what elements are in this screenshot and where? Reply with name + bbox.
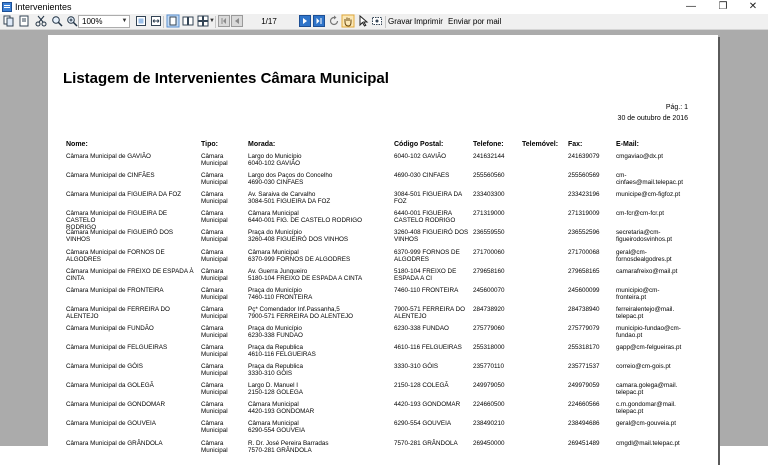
cell-tipo: Câmara Municipal: [201, 229, 228, 244]
cell-email: c.m.gondomar@mail. telepac.pt: [616, 401, 676, 416]
cell-fax: 249979059: [568, 382, 600, 390]
cell-nome: Câmara Municipal de FUNDÃO: [66, 324, 154, 332]
cell-tipo: Câmara Municipal: [201, 305, 228, 320]
toolbar: [0, 14, 768, 30]
report-title: Listagem de Intervenientes Câmara Municipal: [63, 70, 389, 87]
cell-fax: 279658165: [568, 267, 600, 275]
header-telemovel: Telemóvel:: [522, 141, 559, 148]
header-nome: Nome:: [66, 141, 88, 148]
cell-email: cm- cinfaes@mail.telepac.pt: [616, 172, 683, 187]
cell-tel: 271319000: [473, 210, 505, 218]
copy-icon[interactable]: [3, 15, 15, 27]
first-page-icon[interactable]: [218, 15, 230, 27]
maximize-button[interactable]: ❐: [718, 1, 728, 12]
cell-nome: Câmara Municipal de FRONTEIRA: [66, 286, 164, 294]
toolbar-separator: [163, 16, 164, 28]
cell-morada: Av. Saraiva de Carvalho 3084-501 FIGUEIRA DA FOZ: [248, 191, 331, 206]
cell-tel: 271700060: [473, 248, 505, 256]
cell-tipo: Câmara Municipal: [201, 153, 228, 167]
cell-morada: Câmara Municipal 6370-999 FORNOS DE ALGODRES: [248, 248, 351, 263]
cell-cp: 4610-116 FELGUEIRAS: [394, 344, 462, 351]
page-number: Pág.: 1: [665, 104, 688, 111]
multi-page-icon[interactable]: [197, 15, 209, 27]
cell-fax: 255560569: [568, 172, 600, 180]
close-button[interactable]: ✕: [748, 1, 758, 12]
cell-tipo: Câmara Municipal: [201, 420, 228, 435]
cell-cp: 4690-030 CINFAES: [394, 172, 450, 180]
cell-email: cmgdl@mail.telepac.pt: [616, 439, 680, 447]
report-rows: [48, 35, 718, 465]
refresh-icon[interactable]: [328, 15, 340, 27]
cell-nome: Câmara Municipal de GRÂNDOLA: [66, 439, 163, 447]
report-viewer[interactable]: [0, 31, 768, 454]
cell-cp: 6440-001 FIGUEIRA CASTELO RODRIGO: [394, 210, 456, 225]
cell-nome: Câmara Municipal de CINFÃES: [66, 172, 155, 180]
cell-tel: 238490210: [473, 420, 505, 428]
cell-tipo: Câmara Municipal: [201, 248, 228, 263]
cell-nome: Câmara Municipal de FORNOS DE ALGODRES: [66, 248, 165, 263]
cell-cp: 3260-408 FIGUEIRÓ DOS VINHOS: [394, 229, 469, 244]
cell-nome: Câmara Municipal de GOUVEIA: [66, 420, 156, 428]
cell-email: correio@cm-gois.pt: [616, 363, 671, 371]
cell-morada: Praça do Município 6230-338 FUNDAO: [248, 324, 303, 339]
cell-nome: Câmara Municipal de GONDOMAR: [66, 401, 166, 409]
cell-tipo: Câmara Municipal: [201, 191, 228, 206]
two-pages-icon[interactable]: [182, 15, 194, 27]
cell-cp: 3084-501 FIGUEIRA DA FOZ: [394, 191, 463, 206]
cell-cp: 3330-310 GÓIS: [394, 363, 439, 371]
cell-morada: Largo do Município 6040-102 GAVIÃO: [248, 153, 302, 167]
cell-fax: 224660566: [568, 401, 600, 409]
window-title: Intervenientes: [15, 2, 72, 12]
cell-cp: 7460-110 FRONTEIRA: [394, 286, 459, 294]
cell-tel: 275779060: [473, 324, 505, 332]
cell-morada: Câmara Municipal 6440-001 FIG. DE CASTELO RODRIGO: [248, 210, 363, 225]
cell-cp: 7900-571 FERREIRA DO ALENTEJO: [394, 305, 466, 320]
cell-tipo: Câmara Municipal: [201, 344, 228, 358]
cell-nome: Câmara Municipal da GOLEGÃ: [66, 382, 154, 390]
cell-tipo: Câmara Municipal: [201, 363, 228, 378]
cell-tipo: Câmara Municipal: [201, 172, 228, 187]
cell-tel: 255318000: [473, 344, 505, 351]
print-button[interactable]: Imprimir: [414, 17, 443, 26]
cell-fax: 275779079: [568, 324, 600, 332]
scissors-icon[interactable]: [35, 15, 47, 27]
cell-morada: Praça do Município 3260-408 FIGUEIRÓ DOS VINHOS: [248, 229, 349, 244]
cell-fax: 284738940: [568, 305, 600, 313]
cell-tipo: Câmara Municipal: [201, 324, 228, 339]
find-icon[interactable]: [51, 15, 63, 27]
snapshot-icon[interactable]: [371, 15, 383, 27]
report-page: [48, 35, 718, 465]
cell-fax: 236552596: [568, 229, 600, 237]
cell-morada: Praça do Município 7460-110 FRONTEIRA: [248, 286, 313, 301]
cell-email: geral@cm- fornosdealgodres.pt: [616, 248, 672, 263]
cell-morada: Largo D. Manuel I 2150-128 GOLEGA: [248, 382, 303, 397]
cell-morada: Praça da Republica 3330-310 GÓIS: [248, 363, 303, 378]
header-fax: Fax:: [568, 141, 583, 148]
cell-email: ferreiralentejo@mail. telepac.pt: [616, 305, 675, 320]
app-icon: [2, 2, 12, 12]
cell-morada: Câmara Municipal 6290-554 GOUVEIA: [248, 420, 306, 435]
cell-email: camara.golega@mail. telepac.pt: [616, 382, 678, 397]
cell-nome: Câmara Municipal de GAVIÃO: [66, 153, 151, 160]
cell-fax: 238494686: [568, 420, 600, 428]
header-tipo: Tipo:: [201, 141, 218, 148]
cell-morada: Pç* Comendador Inf.Passanha,5 7900-571 FERREIRA DO ALENTEJO: [248, 305, 353, 320]
cell-tel: 236559550: [473, 229, 505, 237]
minimize-button[interactable]: —: [686, 1, 696, 12]
cell-email: municipio-fundao@cm- fundao.pt: [616, 324, 681, 339]
toolbar-separator: [385, 16, 386, 28]
cell-cp: 7570-281 GRÂNDOLA: [394, 439, 458, 447]
cell-tel: 284738920: [473, 305, 505, 313]
cell-tel: 233403300: [473, 191, 505, 199]
cell-fax: 269451489: [568, 439, 600, 447]
cell-cp: 5180-104 FREIXO DE ESPADA A CI: [394, 267, 457, 282]
cell-tel: 279658160: [473, 267, 505, 275]
select-text-icon[interactable]: [358, 15, 370, 27]
cell-tipo: Câmara Municipal: [201, 286, 228, 301]
cell-morada: Câmara Municipal 4420-193 GONDOMAR: [248, 401, 315, 416]
cell-email: geral@cm-gouveia.pt: [616, 420, 676, 428]
cell-cp: 6040-102 GAVIÃO: [394, 153, 447, 160]
header-morada: Morada:: [248, 141, 276, 148]
cell-tel: 255560560: [473, 172, 505, 180]
cell-tipo: Câmara Municipal: [201, 439, 228, 454]
header-codigo-postal: Código Postal:: [394, 141, 444, 148]
cell-nome: Câmara Municipal de FERREIRA DO ALENTEJO: [66, 305, 170, 320]
next-page-icon[interactable]: [299, 15, 311, 27]
cell-morada: R. Dr. José Pereira Barradas 7570-281 GRÂNDOLA: [248, 439, 329, 454]
cell-nome: Câmara Municipal de FREIXO DE ESPADA À CINTA: [66, 267, 194, 282]
zoom-select[interactable]: [78, 15, 130, 28]
fit-width-icon[interactable]: [150, 15, 162, 27]
cell-cp: 6290-554 GOUVEIA: [394, 420, 452, 428]
last-page-icon[interactable]: [313, 15, 325, 27]
cell-tel: 224660500: [473, 401, 505, 409]
cell-email: cm-fcr@cm-fcr.pt: [616, 210, 665, 218]
fit-page-icon[interactable]: [135, 15, 147, 27]
cell-email: municipe@cm-figfoz.pt: [616, 191, 681, 199]
cell-fax: 245600099: [568, 286, 600, 294]
single-page-icon[interactable]: [167, 15, 179, 27]
cell-email: municipio@cm- fronteira.pt: [616, 286, 660, 301]
cell-fax: 241639079: [568, 153, 600, 160]
cell-cp: 6230-338 FUNDAO: [394, 324, 449, 332]
cell-morada: Largo dos Paços do Concelho 4690-030 CINFAES: [248, 172, 333, 187]
cell-tipo: Câmara Municipal: [201, 210, 228, 225]
cell-tel: 269450000: [473, 439, 505, 447]
report-date: 30 de outubro de 2016: [617, 115, 688, 122]
cell-fax: 255318170: [568, 344, 600, 351]
cell-fax: 271700068: [568, 248, 600, 256]
cell-tipo: Câmara Municipal: [201, 382, 228, 397]
title-bar: [0, 0, 768, 14]
cell-email: cmgaviao@dx.pt: [616, 153, 663, 160]
cell-nome: Câmara Municipal de FELGUEIRAS: [66, 344, 168, 351]
cell-cp: 6370-999 FORNOS DE ALGODRES: [394, 248, 460, 263]
cell-fax: 233423196: [568, 191, 600, 199]
header-telefone: Telefone:: [473, 141, 504, 148]
cell-nome: Câmara Municipal da FIGUEIRA DA FOZ: [66, 191, 182, 199]
hand-tool-icon[interactable]: [342, 15, 354, 27]
cell-nome: Câmara Municipal de FIGUEIRÓ DOS VINHOS: [66, 229, 174, 244]
zoom-in-icon[interactable]: [66, 15, 78, 27]
cell-tipo: Câmara Municipal: [201, 267, 228, 282]
cell-cp: 2150-128 COLEGÃ: [394, 382, 449, 390]
cell-tipo: Câmara Municipal: [201, 401, 228, 416]
cell-morada: Av. Guerra Junqueiro 5180-104 FREIXO DE ESPADA A CINTA: [248, 267, 363, 282]
cell-nome: Câmara Municipal de GÓIS: [66, 363, 143, 371]
prev-page-icon[interactable]: [231, 15, 243, 27]
cell-fax: 235771537: [568, 363, 600, 371]
chevron-down-icon[interactable]: ▼: [209, 18, 215, 24]
chevron-down-icon[interactable]: ▼: [121, 18, 128, 24]
toolbar-separator: [215, 16, 216, 28]
cell-fax: 271319009: [568, 210, 600, 218]
send-email-button[interactable]: Enviar por mail: [448, 17, 502, 26]
page-indicator[interactable]: 1/17: [261, 17, 277, 26]
cell-morada: Praça da Republica 4610-116 FELGUEIRAS: [248, 344, 316, 358]
zoom-value: 100%: [82, 17, 103, 26]
cell-tel: 235770110: [473, 363, 505, 371]
cell-cp: 4420-193 GONDOMAR: [394, 401, 461, 409]
cell-tel: 249979050: [473, 382, 505, 390]
save-button[interactable]: Gravar: [388, 17, 413, 26]
page-layout-icon[interactable]: [18, 15, 30, 27]
cell-nome: Câmara Municipal de FIGUEIRA DE CASTELO RODRIGO: [66, 210, 168, 232]
header-email: E-Mail:: [616, 141, 639, 148]
cell-tel: 245600070: [473, 286, 505, 294]
cell-email: camarafreixo@mail.pt: [616, 267, 678, 275]
cell-email: secretaria@cm- figueirodosvinhos.pt: [616, 229, 673, 244]
cell-tel: 241632144: [473, 153, 505, 160]
cell-email: gapp@cm-felgueiras.pt: [616, 344, 682, 351]
